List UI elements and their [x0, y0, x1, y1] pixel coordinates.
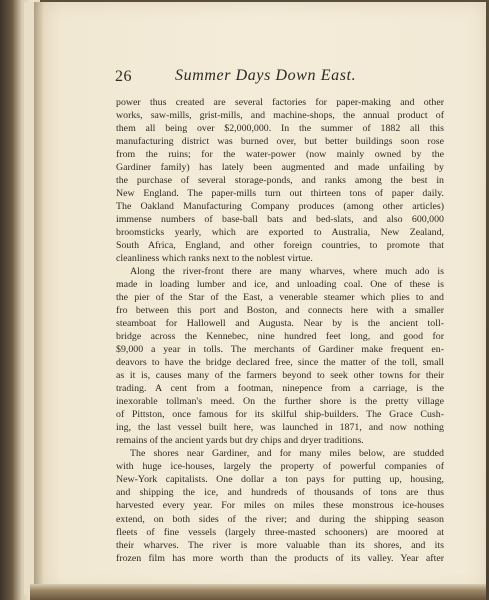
- text-line: them all being over $2,000,000. In the summer of 1882 all this: [116, 123, 444, 135]
- text-line: deavors to have the bridge declared free, since the matter of the toll, small: [116, 357, 444, 369]
- text-line: The shores near Gardiner, and for many miles below, are studded: [130, 448, 444, 460]
- page-number: 26: [115, 68, 132, 85]
- text-line: trading. A cent from a footman, ninepence from a carriage, is the: [116, 383, 444, 395]
- text-line: The Oakland Manufacturing Company produces (among other articles): [116, 201, 444, 213]
- text-line: frozen film has more worth than the products of its valley. Year after: [116, 552, 444, 564]
- text-line: power thus created are several factories for paper-making and other: [116, 97, 444, 108]
- text-line: cleanliness which ranks next to the noblest virtue.: [116, 253, 313, 265]
- text-line: with huge ice-houses, largely the property of powerful companies of: [116, 461, 444, 473]
- text-line: steamboat for Hallowell and Augusta. Near by is the ancient toll-: [116, 318, 444, 330]
- text-line: broomsticks yearly, which are exported to Australia, New Zealand,: [116, 227, 444, 239]
- text-line: fleets of fine vessels (largely three-masted schooners) are moored at: [116, 526, 444, 538]
- text-line: New England. The paper-mills turn out thirteen tons of paper daily.: [116, 188, 444, 200]
- text-line: $9,000 a year in tolls. The merchants of Gardiner make frequent en-: [116, 344, 444, 356]
- text-line: as it is, causes many of the farmers beyond to seek other towns for their: [116, 370, 444, 382]
- text-line: works, saw-mills, grist-mills, and machine-shops, the annual product of: [116, 110, 444, 122]
- text-line: their wharves. The river is more valuable than its shores, and its: [116, 539, 444, 551]
- page-bottom-edge: [30, 584, 486, 600]
- text-line: Gardiner family) has lately been augmented and made unfailing by: [116, 162, 444, 174]
- text-line: ing, the last vessel built here, was launched in 1871, and now nothing: [116, 422, 444, 434]
- text-line: harvested every year. For miles on miles these monstrous ice-houses: [116, 500, 444, 512]
- text-line: New-York capitalists. One dollar a ton pays for putting up, housing,: [116, 474, 444, 486]
- gutter-shadow: [34, 2, 44, 592]
- text-line: and shipping the ice, and hundreds of thousands of tons are thus: [116, 487, 444, 499]
- running-head: [115, 68, 475, 88]
- text-line: manufacturing district was burned over, but better buildings soon rose: [116, 136, 444, 148]
- running-title: Summer Days Down East.: [175, 67, 357, 84]
- text-line: Along the river-front there are many wharves, where much ado is: [130, 266, 444, 278]
- text-line: extend, on both sides of the river; and during the shipping season: [116, 513, 444, 525]
- text-line: inexorable tollman's meed. On the further shore is the pretty village: [116, 396, 444, 408]
- text-line: fro between this port and Boston, and connects here with a smaller: [116, 305, 444, 317]
- text-line: the purchase of several storage-ponds, and ranks among the best in: [116, 175, 444, 187]
- text-line: made in loading lumber and ice, and unloading coal. One of these is: [116, 279, 444, 291]
- text-line: of Pittston, once famous for its skilful ship-builders. The Grace Cush-: [116, 409, 444, 421]
- text-line: bridge across the Kennebec, nine hundred feet long, and good for: [116, 331, 444, 343]
- body-text: [116, 96, 444, 565]
- text-line: from the ruins; for the water-power (now mainly owned by the: [116, 149, 444, 161]
- text-line: the pier of the Star of the East, a venerable steamer which plies to and: [116, 292, 444, 304]
- text-line: immense numbers of base-ball bats and bed-slats, and also 600,000: [116, 214, 444, 226]
- text-line: South Africa, England, and other foreign countries, to promote that: [116, 240, 444, 252]
- text-line: remains of the ancient yards but dry chips and dryer traditions.: [116, 435, 364, 447]
